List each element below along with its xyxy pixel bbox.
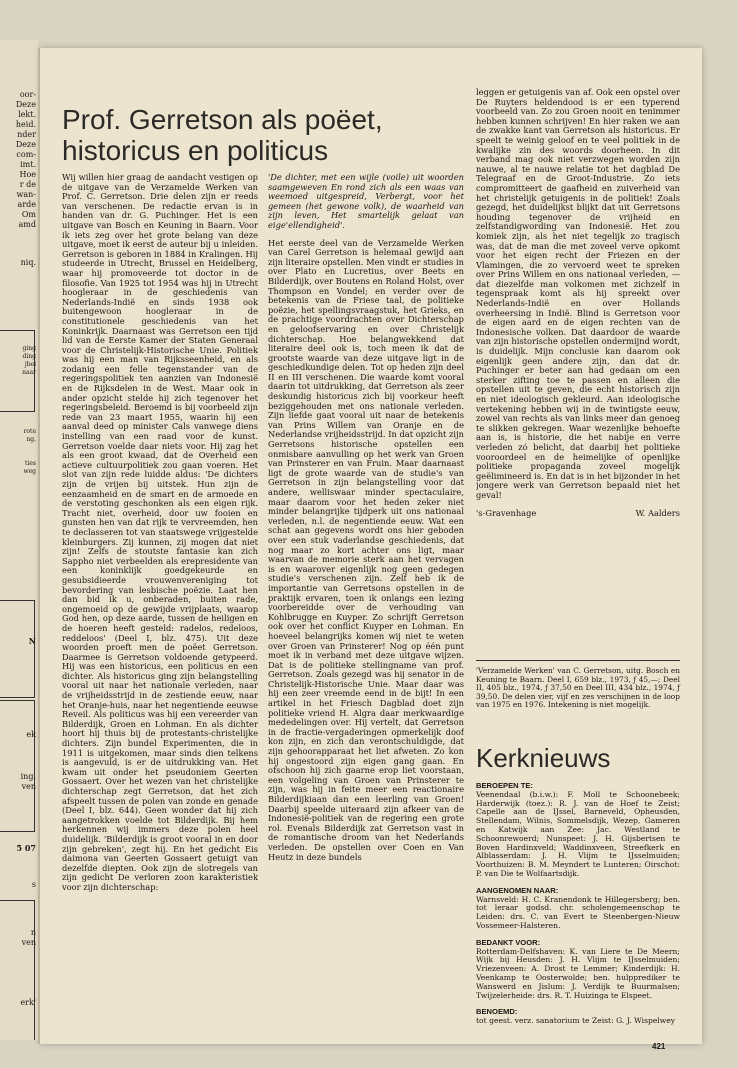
prev-page-box [0,600,35,698]
prev-fragment: Deze [15,100,36,109]
prev-fragment: Deze [15,140,36,149]
previous-page-strip [0,40,38,1040]
prev-page-box [0,900,35,1040]
article-column-2 [268,173,464,1043]
signature-line [476,509,680,519]
article-body-text: leggen er getuigenis van af. Ook een opstel over De Ruyters heldendood is er een typerend voorbeeld van. Zo zou Groen nooit en tenimmer hebben kunnen schrijven! En hier raken we aan de zwakke kant van Gerretson als historicus. Er speelt te weinig geloof en te veel politiek in de kwalijke zin des woords doorheen. In dit verband mag ook niet verzwegen worden zijn nauwe, al te nauwe relatie tot het dagblad De Telegraaf en de Groot-Industrie. Zo iets compromitteert de gaafheid en zuiverheid van het christelijk getuigenis in de politiek! Zoals gezegd, het duidelijkst blijkt dat uit Gerretsons houding tegenover de vrijheid en zelfstandigwording van Indonesië. Het zou komiek zijn, als het niet tegelijk zo tragisch was, dat de man die met zoveel verve opkomt voor het eigen recht der Friezen en der Vlamingen, die zo vervoerd weet te spreken over Prins Willem en ons nationaal verleden, — dat diezelfde man volkomen met zichzelf in tegenspraak komt als hij spreekt over Nederlands-Indië en over Hollands overheersing in Indië. Blind is Gerretson voor de eigen aard en de eigen rechten van de Indonesische volken. Dat daardoor de waarde van zijn historische opstellen ondermijnd wordt, is duidelijk. Mijn conclusie kan daarom ook eigenlijk geen andere zijn, dan dat dr. Puchinger er beter aan had gedaan om een sterker zifting toe te passen en alleen die opstellen uit te geven, die echt historisch zijn en niet ideologisch gekleurd. Aan ideologische vertekening hebben wij in de twintigste eeuw, zowel van rechts als van links meer dan genoeg te slikken gekregen. Waar wezenlijke behoefte aan is, is historie, die het nabije en verre verleden zó belicht, dat daarbij het politieke vooroordeel en de heimelijke of openlijke politieke propaganda zoveel mogelijk geëlimineerd is. En dat is in het bijzonder in het jongere werk van Gerretson bepaald niet het geval! [476,88,680,500]
kerknieuws-text: Veenendaal (b.i.w.): F. Moll te Schoonebeek; Harderwijk (toez.): R. J. van de Hoef te Zeist; Capelle aan de IJssel, Barneveld, Opheusden, Stellendam, Wilnis, Sommelsdijk, Wezep, Gameren en Katwijk aan Zee: Jac. Westland te Schoonrewoerd; Nunspeet: J. H. Gijsbertsen te Boven Hardinxveld; Waddinxveen, Streefkerk en Alblasserdam: J. H. Vlijm te IJsselmuiden; Voorthuizen: B. M. Meyndert te Lunteren; Oirschot: P. van Die te Wolfaartsdijk. [476,789,680,878]
prev-fragment: N [28,636,36,646]
prev-fragment: 5 07 [16,843,36,853]
prev-fragment: ing. [20,772,36,781]
prev-fragment: weg [23,468,36,475]
author: W. Aalders [635,507,680,518]
prev-fragment: ven [21,938,36,947]
kerknieuws-title: Kerknieuws [476,743,611,773]
kerknieuws-heading: AANGENOMEN NAAR: [476,885,559,895]
prev-fragment: ng. [26,436,36,443]
prev-fragment: s [31,880,36,889]
prev-fragment: Hoe [19,170,36,179]
prev-fragment: arde [17,200,36,209]
prev-fragment: com- [16,150,36,159]
prev-fragment: heid. [15,120,36,129]
book-credit: 'Verzamelde Werken' van C. Gerretson, uitg. Bosch en Keuning te Baarn. Deel I, 659 blz., 1973, ƒ 45,—; Deel II, 405 blz., 1974, ƒ 37,50 en Deel III, 434 blz., 1974, ƒ 39,50. De delen vier, vijf en zes verschijnen in de loop van 1975 en 1976. Intekening is niet mogelijk. [476,660,680,710]
prev-fragment: jbel [24,361,36,368]
kerknieuws-heading: BEDANKT VOOR: [476,937,541,947]
kerknieuws-heading: BEROEPEN TE: [476,782,533,790]
article-title: Prof. Gerretson als poëet, historicus en politicus [62,104,383,166]
prev-fragment: n [30,928,36,937]
poem-quote: 'De dichter, met een wijle (voile) uit woorden saamgeweven En rond zich als een waas van weemoed uitgespreid, Verbergt, voor het gemeen (het gewone volk), de waarheid van zijn leven, Het smartelijk gelaat van eige'ellendigheid'. [268,173,464,230]
page-number: 421 [652,1042,666,1051]
prev-fragment: ven [21,782,36,791]
article-body-text: Het eerste deel van de Verzamelde Werken van Carel Gerretson is helemaal gewijd aan zijn literaire opstellen. Men vindt er studies in over Plato en Lucretius, over Beets en Bilderdijk, over Boutens en Roland Holst, over Thompson en Vondel; en verder over de betekenis van de Friese taal, de politieke poëzie, het spellingsvraagstuk, het Grieks, en de prachtige voordrachten over Dichterschap en geloofservaring en over Christelijk dichterschap. Hoe belangwekkend dat literaire deel ook is, toch meen ik dat de grootste waarde van deze uitgave ligt in de geschiedkundige delen. Tot op heden zijn deel II en III verschenen. Die waarde komt vooral daarin tot uitdrukking, dat Gerretson als zeer deskundig historicus zich bij voorkeur heeft beziggehouden met ons nationale verleden. Zijn liefde gaat vooral uit naar de betekenis van Prins Willem van Oranje en de Nederlandse vrijheidsstrijd. In dat opzicht zijn Gerretsons historische opstellen een onmisbare aanvulling op het werk van Groen van Prinsterer en van Fruin. Maar daarnaast ligt de grote waarde van de studie's van Gerretson in zijn belangstelling voor dat andere, welliswaar minder spectaculaire, maar daarom voor het heden zeker niet minder belangrijke tijdperk uit ons nationaal verleden, n.l. de negentiende eeuw. Wat een schat aan gegevens wordt ons hier geboden over een stuk vaderlandse geschiedenis, dat nog maar zo kort achter ons ligt, maar waarvan de memorie sterk aan het vervagen is en waarover eigenlijk nog geen gedegen studie's verschenen zijn. Zelf heb ik de importantie van Gerretsons opstellen in de praktijk ervaren, toen ik onlangs een lezing voorbereidde over de verhouding van Kohlbrugge en Kuyper. Zo schrijft Gerretson ook over het conflict Kuyper en Lohman. En hoeveel belangrijks komen wij niet te weten over Groen van Prinsterer! Nog op één punt moet ik in verband met deze uitgave wijzen. Dat is de politieke stellingname van prof. Gerretson. Zoals gezegd was hij senator in de Christelijk-Historische Unie. Maar daar was hij een zeer vreemde eend in de bijt! In een artikel in het Friesch Dagblad doet zijn politieke vriend H. Algra daar merkwaardige mededelingen over. Hij vertelt, dat Gerretson in de fractie-vergaderingen opmerkelijk doof kon zijn, en zich dan verontschuldigde, dat zijn gehoorapparaat het liet afweten. Zo kon hij ongestoord zijn eigen gang gaan. En ofschoon hij zich gaarne erop liet voorstaan, een volgeling van Groen van Prinsterer te zijn, was hij in feite meer een reactionaire Bilderdijkiaan dan een leerling van Groen! Daarbij speelde uiteraard zijn afkeer van de Indonesië-politiek van de regering een grote rol. Evenals Bilderdijk zat Gerretson vast in de romantische droom van het Nederlands verleden. De opstellen over Coen en Van Heutz in deze bundels [268,237,464,862]
prev-page-box [0,700,35,832]
kerknieuws-heading: BENOEMD: [476,1007,518,1017]
prev-fragment: nder [17,130,36,139]
prev-fragment: r de [19,180,36,189]
prev-fragment: rote [23,428,36,435]
magazine-page [40,48,702,1051]
prev-fragment: amd [18,220,36,229]
prev-fragment: imt. [20,160,36,169]
prev-fragment: wan- [16,190,36,199]
kerknieuws-text: Warnsveld: H. C. Kranendonk te Hillegersberg; ben. tot leraar godsd. chr. scholengemeenschap te Leiden: drs. C. van Evert te Steenbergen-Nieuw Vossemeer-Halsteren. [476,894,680,930]
prev-fragment: niq. [20,258,36,267]
prev-fragment: ging [22,345,36,352]
prev-fragment: ek [26,730,36,739]
kerknieuws-body [476,782,680,1052]
article-body-text: Wij willen hier graag de aandacht vestigen op de uitgave van de Verzamelde Werken van Prof. C. Gerretson. Drie delen zijn er reeds van verschenen. De redactie ervan is in handen van dr. G. Puchinger. Het is een uitgave van Bosch en Keuning in Baarn. Voor ik iets zeg over het grote belang van deze uitgave, moet ik eerst de auteur bij u inleiden. Gerretson is geboren in 1884 in Kralingen. Hij studeerde in Utrecht, Brussel en Heidelberg, waar hij promoveerde tot doctor in de filosofie. Van 1925 tot 1954 was hij in Utrecht hoogleraar in de geschiedenis van Nederlands-Indië en sinds 1938 ook buitengewoon hoogleraar in de constitutionele geschiedenis van het Koninkrijk. Daarnaast was Gerretson een tijd lid van de Eerste Kamer der Staten Generaal voor de Christelijk-Historische Unie. Politiek was hij een man van Rijksseenheid, en als zodanig een felle tegenstander van de regeringspolitiek ten aanzien van Indonesië en de Rijksdelen in de West. Maar ook in ander opzicht stelde hij zich tegenover het regeringsbeleid. Beroemd is bij voorbeeld zijn rede van 23 maart 1955, waarin hij een aanval deed op minister Cals vanwege diens instelling van een raad voor de kunst. Gerretson voelde daar niets voor. Hij zag het als een groot kwaad, dat de Overheid een actieve cultuurpolitiek zou gaan voeren. Het slot van zijn rede luidde aldus: 'De dichters zijn de vrijen bij uitstek. Hun zijn de eenzaamheid en de smart en de armoede en de verstoting geschonken als een eigen rijk. Tracht niet, overheid, door uw fooien en gunsten hen van dat rijk te vervreemden, hen te declasseren tot van staatswege vrijgestelde kleinburgers. Zij kunnen, zij mogen dat niet zijn! Zelfs de stoutste fantasie kan zich Sappho niet verbeelden als erepresidente van een koninklijk goedgekeurde en gesubsidieerde vrouwenvereniging tot bevordering van lesbische poëzie. Laat hen dan bid ik u, onberaden, buiten rade, ongemoeid op de gewijde vrijplaats, waarop God hen, op deze aarde, tussen de heiligen en de hoeren heeft gesteld: radelos, redeloos, reddeloos' (Deel I, blz. 475). Uit deze woorden proeft men de poëet Gerretson. Daarmee is Gerretson voldoende getypeerd. Hij was een historicus, een politicus en een dichter. Als historicus ging zijn belangstelling vooral uit naar het nationale verleden, naar de vrijheidsstrijd in de zestiende eeuw, naar het Oranje-huis, naar het negentiende eeuwse Reveil. Als politicus was hij een vereerder van Bilderdijk, Groen en Lohman. En als dichter hoort hij thuis bij de protestants-christelijke dichters. Zijn bundel Experimenten, die in 1911 is uitgekomen, maar sinds dien telkens is aangevuld, is er de uitdrukking van. Het kwam uit onder het pseudoniem Geerten Gossaert. Over het wezen van het christelijke dichterschap zegt Gerretson, dat het zich afspeelt tussen de polen van zonde en genade (Deel I, blz. 644). Geen wonder dat hij zich aangetrokken voelde tot Bilderdijk. Bij hem herkennen wij immers deze polen heel duidelijk. 'Bilderdijk is groot vooral in en door zijn gebreken', zegt hij. En het gedicht Eis daimona van Geerten Gossaert getuigt van dezelfde diepten. Ook zijn de slotregels van zijn gedicht De verloren zoon karakteristiek voor zijn dichterschap: [62,173,258,892]
kerknieuws-text: tot geest. verz. sanatorium te Zeist: G. J. Wispelwey [476,1016,676,1026]
article-column-3 [476,88,680,648]
kerknieuws-text: Rotterdam-Delfshaven: K. van Liere te De Meern; Wijk bij Heusden: J. H. Vlijm te IJsselmuiden; Vriezenveen: A. Drost te Lemmer; Kinderdijk: H. Veenkamp te Oosterwolde; ben. hulpprediker te Wanswerd en Jislum: J. Verdijk te Buurmalsen; Twijzelerheide: drs. R. T. Huizinga te Elspeet. [476,946,680,1000]
prev-fragment: ties [25,460,36,467]
prev-fragment: oor- [19,90,36,99]
prev-fragment: Om [21,210,36,219]
prev-fragment: lekt. [18,110,36,119]
prev-fragment: erk' [20,998,36,1007]
prev-fragment: naar [22,369,36,376]
prev-fragment: ding [22,353,36,360]
article-column-1 [62,173,258,1043]
place: 's-Gravenhage [476,507,537,518]
